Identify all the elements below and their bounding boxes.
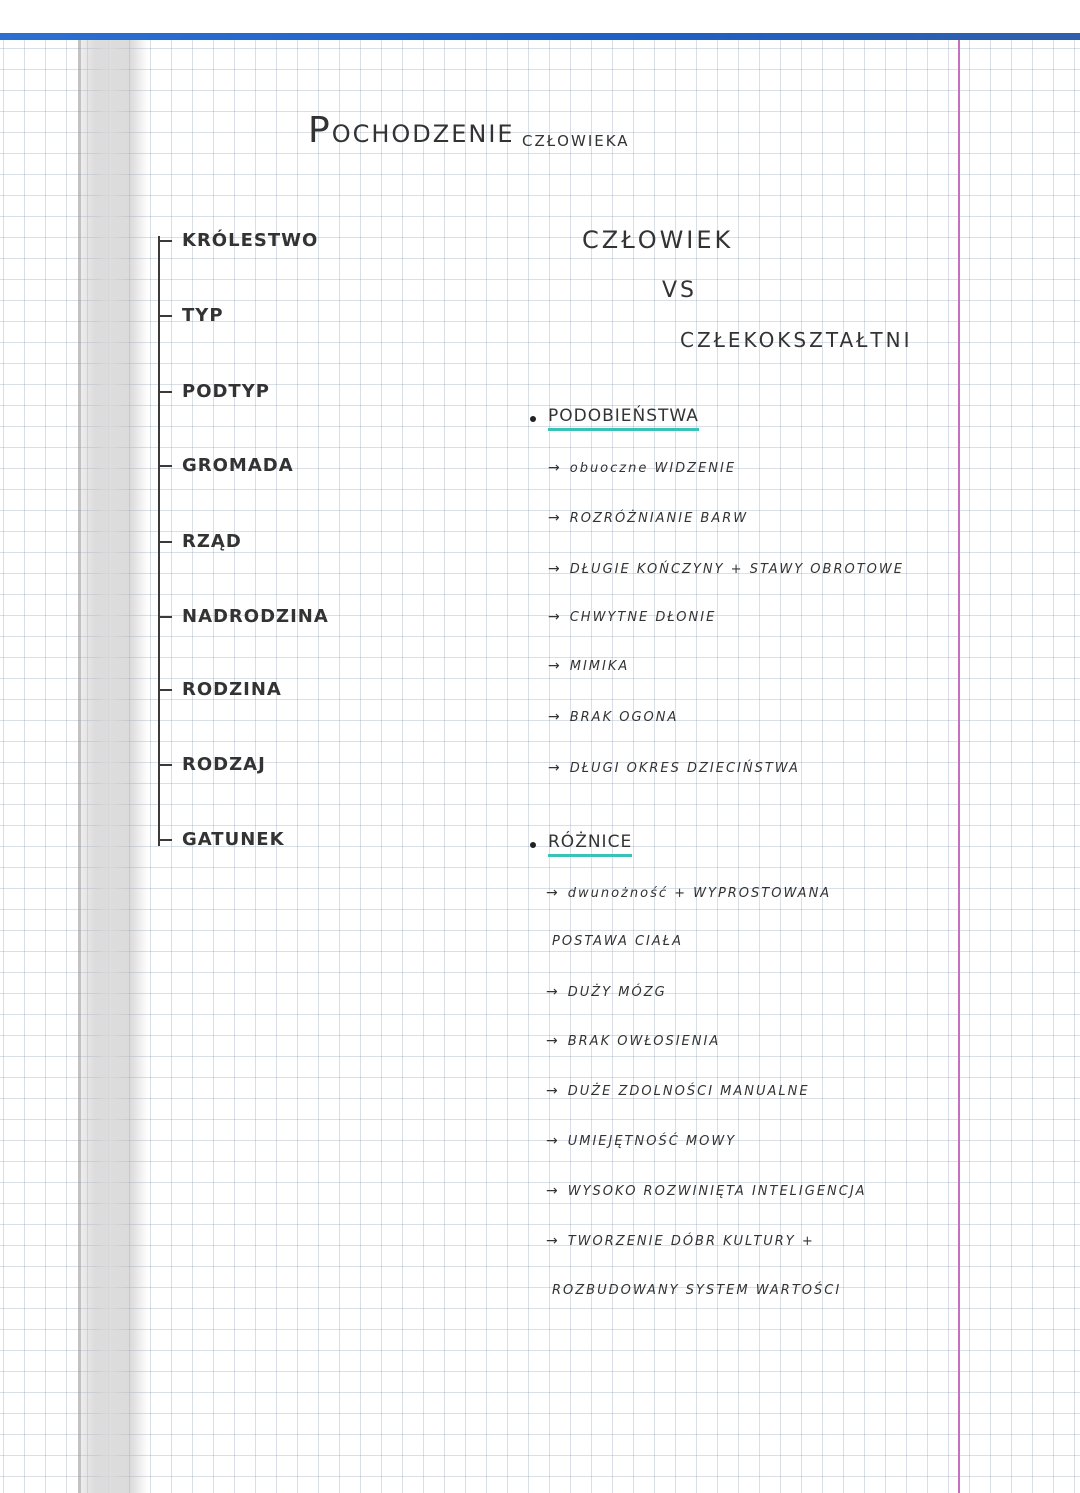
similarity-item	[548, 709, 678, 725]
page-title	[308, 110, 515, 151]
similarity-text: DŁUGIE KOŃCZYNY + STAWY OBROTOWE	[569, 562, 904, 577]
arrow-icon: →	[548, 510, 562, 526]
difference-text: TWORZENIE DÓBR KULTURY +	[567, 1234, 815, 1249]
arrow-icon: →	[548, 609, 562, 625]
difference-item	[546, 984, 667, 1000]
arrow-icon: →	[546, 885, 560, 901]
notebook-binding-shadow	[78, 40, 148, 1493]
taxonomy-label: KRÓLESTWO	[182, 230, 319, 251]
taxonomy-label: TYP	[182, 305, 224, 326]
arrow-icon: →	[548, 760, 562, 776]
difference-item	[546, 885, 831, 901]
similarities-heading	[530, 406, 699, 431]
title-first-letter: P	[308, 110, 332, 151]
arrow-icon: →	[546, 1133, 560, 1149]
similarity-text: CHWYTNE DŁONIE	[569, 610, 717, 625]
difference-text: DUŻY MÓZG	[567, 985, 667, 1000]
differences-heading	[530, 832, 632, 857]
taxonomy-item	[158, 679, 282, 700]
taxonomy-tick	[158, 764, 172, 766]
difference-text: BRAK OWŁOSIENIA	[567, 1034, 721, 1049]
similarity-item	[548, 760, 800, 776]
taxonomy-tick	[158, 689, 172, 691]
difference-text: ROZBUDOWANY SYSTEM WARTOŚCI	[552, 1283, 842, 1298]
similarity-text: ROZRÓŻNIANIE BARW	[569, 511, 749, 526]
arrow-icon: →	[546, 984, 560, 1000]
arrow-icon: →	[548, 709, 562, 725]
taxonomy-item	[158, 381, 270, 402]
similarity-text: MIMIKA	[569, 659, 630, 674]
arrow-icon: →	[546, 1183, 560, 1199]
taxonomy-label: RZĄD	[182, 531, 242, 552]
bullet-icon	[530, 842, 536, 848]
difference-text: DUŻE ZDOLNOŚCI MANUALNE	[567, 1084, 810, 1099]
arrow-icon: →	[548, 460, 562, 476]
taxonomy-tick	[158, 465, 172, 467]
taxonomy-item	[158, 606, 329, 627]
comparison-apes: CZŁEKOKSZTAŁTNI	[680, 328, 913, 352]
margin-line	[958, 40, 960, 1493]
arrow-icon: →	[546, 1083, 560, 1099]
taxonomy-item	[158, 531, 242, 552]
comparison-vs: VS	[662, 278, 698, 303]
differences-heading-label: RÓŻNICE	[548, 832, 632, 857]
taxonomy-tick	[158, 391, 172, 393]
difference-item	[552, 1283, 841, 1298]
similarity-item	[548, 460, 736, 476]
difference-item	[546, 1083, 810, 1099]
difference-item	[546, 1183, 867, 1199]
difference-item	[552, 934, 683, 949]
similarity-text: DŁUGI OKRES DZIECIŃSTWA	[569, 761, 800, 776]
similarity-item	[548, 561, 904, 577]
difference-item	[546, 1133, 736, 1149]
taxonomy-tick	[158, 839, 172, 841]
title-second-word: CZŁOWIEKA	[522, 132, 630, 150]
taxonomy-label: RODZINA	[182, 679, 282, 700]
taxonomy-item	[158, 230, 318, 251]
notebook-binding-edge	[78, 40, 81, 1493]
difference-item	[546, 1033, 720, 1049]
taxonomy-item	[158, 829, 285, 850]
taxonomy-item	[158, 305, 224, 326]
taxonomy-label: RODZAJ	[182, 754, 266, 775]
similarities-heading-label: PODOBIEŃSTWA	[548, 406, 699, 431]
taxonomy-item	[158, 754, 266, 775]
taxonomy-label: PODTYP	[182, 381, 270, 402]
arrow-icon: →	[548, 561, 562, 577]
similarity-text: BRAK OGONA	[569, 710, 679, 725]
taxonomy-tick	[158, 240, 172, 242]
taxonomy-tick	[158, 315, 172, 317]
difference-item	[546, 1233, 815, 1249]
page-top-blue-line	[0, 33, 1080, 40]
difference-text: POSTAWA CIAŁA	[552, 934, 683, 949]
similarity-text: obuoczne WIDZENIE	[569, 461, 737, 476]
similarity-item	[548, 510, 748, 526]
title-first-word-rest: OCHODZENIE	[331, 120, 515, 148]
taxonomy-tick	[158, 616, 172, 618]
similarity-item	[548, 658, 629, 674]
taxonomy-tick	[158, 541, 172, 543]
comparison-human: CZŁOWIEK	[582, 226, 734, 254]
bullet-icon	[530, 416, 536, 422]
difference-text: dwunożność + WYPROSTOWANA	[567, 886, 832, 901]
similarity-item	[548, 609, 716, 625]
taxonomy-label: GATUNEK	[182, 829, 285, 850]
taxonomy-item	[158, 455, 294, 476]
arrow-icon: →	[548, 658, 562, 674]
arrow-icon: →	[546, 1033, 560, 1049]
difference-text: WYSOKO ROZWINIĘTA INTELIGENCJA	[567, 1184, 867, 1199]
difference-text: UMIEJĘTNOŚĆ MOWY	[567, 1134, 737, 1149]
arrow-icon: →	[546, 1233, 560, 1249]
taxonomy-label: NADRODZINA	[182, 606, 329, 627]
taxonomy-label: GROMADA	[182, 455, 294, 476]
